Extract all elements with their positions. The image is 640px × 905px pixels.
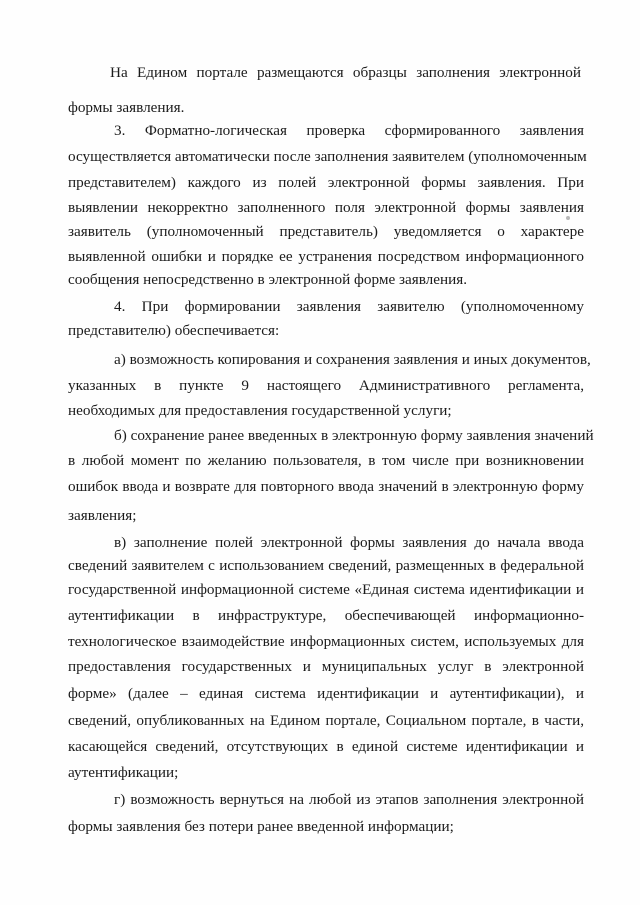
text-line: б) сохранение ранее введенных в электронную форму заявления значений xyxy=(114,427,594,444)
text-line: ошибок ввода и возврате для повторного ввода значений в электронную форму xyxy=(68,478,584,495)
text-line: 4. При формировании заявления заявителю (уполномоченному xyxy=(114,298,584,315)
text-line: заявитель (уполномоченный представитель) уведомляется о характере xyxy=(68,223,584,240)
text-line: 3. Форматно-логическая проверка сформированного заявления xyxy=(114,122,584,139)
scan-speck xyxy=(566,216,570,220)
text-line: форме» (далее – единая система идентификации и аутентификации), и xyxy=(68,685,584,702)
text-line: в любой момент по желанию пользователя, в том числе при возникновении xyxy=(68,452,584,469)
text-line: технологическое взаимодействие информационных систем, используемых для xyxy=(68,633,584,650)
text-line: сведений заявителем с использованием сведений, размещенных в федеральной xyxy=(68,557,584,574)
text-line: выявленной ошибки и порядке ее устранения посредством информационного xyxy=(68,248,584,265)
text-line: формы заявления. xyxy=(68,99,185,116)
text-line: представителю) обеспечивается: xyxy=(68,322,280,339)
text-line: указанных в пункте 9 настоящего Административного регламента, xyxy=(68,377,584,394)
text-line: аутентификации в инфраструктуре, обеспечивающей информационно- xyxy=(68,607,584,624)
text-line: сведений, опубликованных на Едином портале, Социальном портале, в части, xyxy=(68,712,584,729)
text-line: государственной информационной системе «Единая система идентификации и xyxy=(68,581,584,598)
text-line: представителем) каждого из полей электронной формы заявления. При xyxy=(68,174,584,191)
text-line: предоставления государственных и муниципальных услуг в электронной xyxy=(68,658,584,675)
text-line: в) заполнение полей электронной формы заявления до начала ввода xyxy=(114,534,584,551)
text-line: г) возможность вернуться на любой из этапов заполнения электронной xyxy=(114,791,584,808)
text-line: На Едином портале размещаются образцы заполнения электронной xyxy=(110,64,581,81)
text-line: формы заявления без потери ранее введенной информации; xyxy=(68,818,454,835)
text-line: осуществляется автоматически после заполнения заявителем (уполномоченным xyxy=(68,148,587,165)
text-line: касающейся сведений, отсутствующих в единой системе идентификации и xyxy=(68,738,584,755)
text-line: необходимых для предоставления государственной услуги; xyxy=(68,402,452,419)
text-line: а) возможность копирования и сохранения заявления и иных документов, xyxy=(114,351,591,368)
text-line: выявлении некорректно заполненного поля электронной формы заявления xyxy=(68,199,584,216)
text-line: заявления; xyxy=(68,507,137,524)
text-line: аутентификации; xyxy=(68,764,179,781)
text-line: сообщения непосредственно в электронной форме заявления. xyxy=(68,271,468,288)
